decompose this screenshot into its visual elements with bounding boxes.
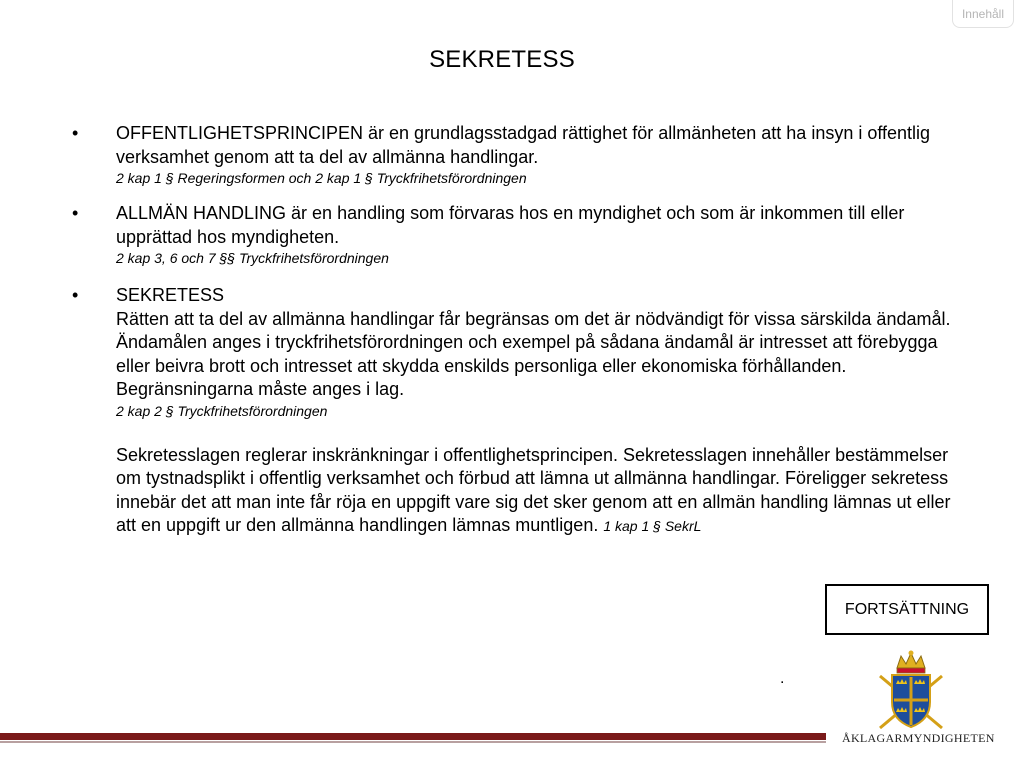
bullet-text: Rätten att ta del av allmänna handlingar får begränsas om det är nödvändigt för vissa särskilda ändamål. Ändamålen anges i tryckfrihetsförordningen och exempel på sådana ändamål är intresset att förebygga eller beivra brott och intresset att skydda enskilds personliga eller ekonomiska förhållanden. Begränsningarna måste anges i lag. [116,308,951,399]
bullet-sekretess [72,284,952,539]
bullet-text: ALLMÄN HANDLING är en handling som förvaras hos en myndighet och som är inkommen till eller upprättad hos myndigheten. [116,203,905,247]
bullet-marker: • [72,285,79,305]
toc-button[interactable]: Innehåll [952,0,1014,28]
bullet-list [72,122,952,539]
legal-reference: 2 kap 2 § Tryckfrihetsförordningen [116,402,328,419]
crowned-shield-emblem-icon [872,650,950,730]
organization-logo-text: ÅKLAGARMYNDIGHETEN [842,731,995,745]
bullet-text: OFFENTLIGHETSPRINCIPEN är en grundlagsstadgad rättighet för allmänheten att ha insyn i offentlig verksamhet genom att ta del av allmänna handlingar. [116,123,931,167]
paragraph-gap [116,421,952,444]
stray-mark: . [780,670,785,687]
bullet-marker: • [72,123,79,143]
legal-reference: 2 kap 3, 6 och 7 §§ Tryckfrihetsförordningen [116,250,389,266]
footer-bar [0,733,826,740]
legal-reference-inline: 1 kap 1 § SekrL [603,518,702,534]
bullet-marker: • [72,203,79,223]
bullet-offentlighetsprincipen [72,122,952,188]
legal-reference: 2 kap 1 § Regeringsformen och 2 kap 1 § Tryckfrihetsförordningen [116,170,527,186]
bullet-allman-handling [72,202,952,268]
slide-title: SEKRETESS [429,46,575,73]
continue-button[interactable]: FORTSÄTTNING [825,584,989,635]
bullet-paragraph: Sekretesslagen reglerar inskränkningar i offentlighetsprincipen. Sekretesslagen innehåller bestämmelser om tystnadsplikt i offentlig verksamhet och förbud att lämna ut allmänna handlingar. Föreligger sekretess innebär det att man inte får röja en uppgift vare sig det sker genom att en allmän handling lämnas ut eller att en uppgift ur den allmänna handlingen lämnas muntligen. [116,444,951,535]
bullet-heading: SEKRETESS [116,285,225,305]
footer-bar-shadow [0,741,826,743]
